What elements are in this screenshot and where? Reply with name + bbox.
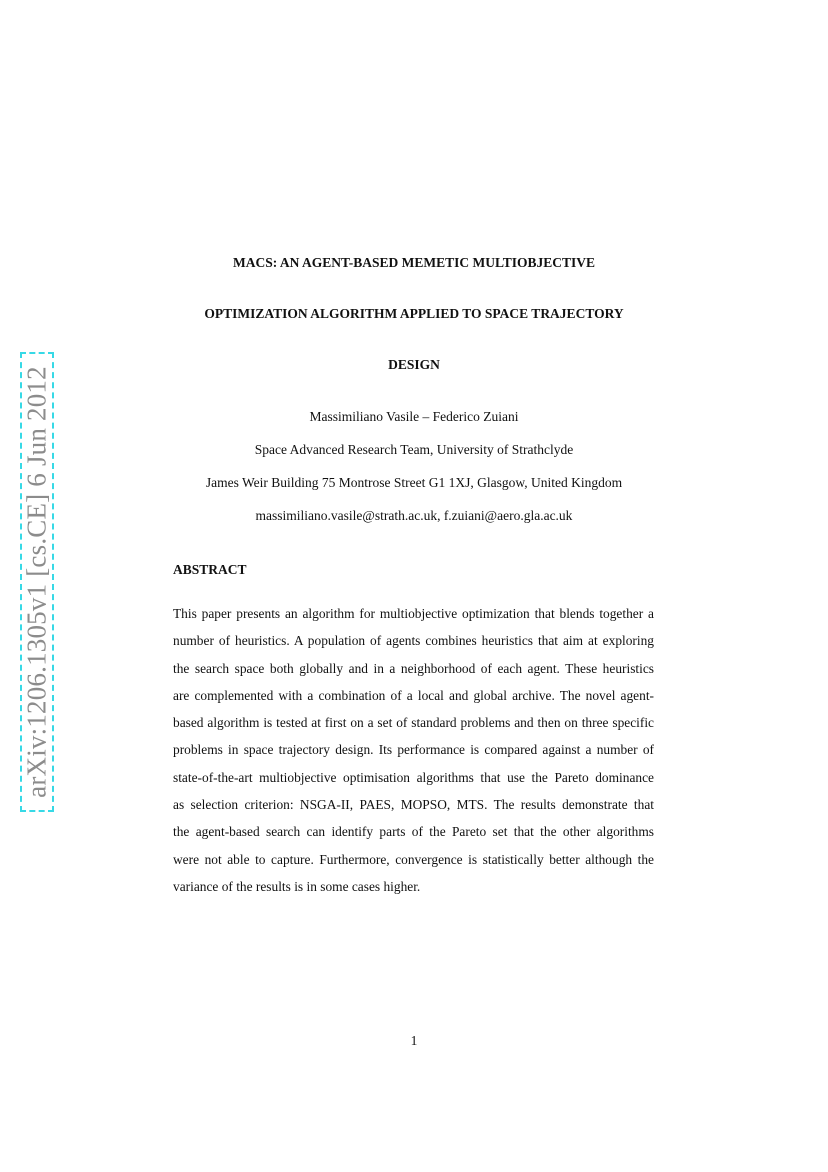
title-line-1: MACS: AN AGENT-BASED MEMETIC MULTIOBJECTIVE [232, 255, 596, 270]
title-line-2: OPTIMIZATION ALGORITHM APPLIED TO SPACE TRAJECTORY [204, 306, 624, 321]
abstract-line: were not able to capture. Furthermore, convergence is statistically better although the [173, 851, 654, 867]
abstract-line: number of heuristics. A population of agents combines heuristics that aim at exploring [173, 633, 654, 649]
abstract-line: the search space both globally and in a neighborhood of each agent. These heuristics [173, 660, 654, 676]
abstract-line: based algorithm is tested at first on a set of standard problems and then on three specific [173, 715, 654, 731]
page-number: 1 [410, 1033, 418, 1048]
abstract-line: problems in space trajectory design. Its performance is compared against a number of [173, 742, 654, 758]
affiliation: Space Advanced Research Team, University of Strathclyde [254, 442, 574, 457]
abstract-line: variance of the results is in some cases higher. [173, 878, 421, 894]
abstract-line: as selection criterion: NSGA-II, PAES, MOPSO, MTS. The results demonstrate that [173, 797, 654, 813]
abstract-line: the agent-based search can identify parts of the Pareto set that the other algorithms [173, 824, 654, 840]
abstract-line: are complemented with a combination of a local and global archive. The novel agent- [173, 687, 654, 703]
title-line-3: DESIGN [388, 357, 440, 372]
emails: massimiliano.vasile@strath.ac.uk, f.zuiani@aero.gla.ac.uk [255, 508, 573, 523]
abstract-heading: ABSTRACT [173, 562, 247, 577]
abstract-body [173, 603, 654, 903]
authors: Massimiliano Vasile – Federico Zuiani [309, 409, 519, 424]
arxiv-stamp-text: arXiv:1206.1305v1 [cs.CE] 6 Jun 2012 [21, 366, 52, 798]
abstract-line: This paper presents an algorithm for multiobjective optimization that blends together a [173, 606, 654, 621]
address: James Weir Building 75 Montrose Street G1 1XJ, Glasgow, United Kingdom [205, 475, 623, 490]
abstract-line: state-of-the-art multiobjective optimisation algorithms that use the Pareto dominance [173, 769, 654, 785]
